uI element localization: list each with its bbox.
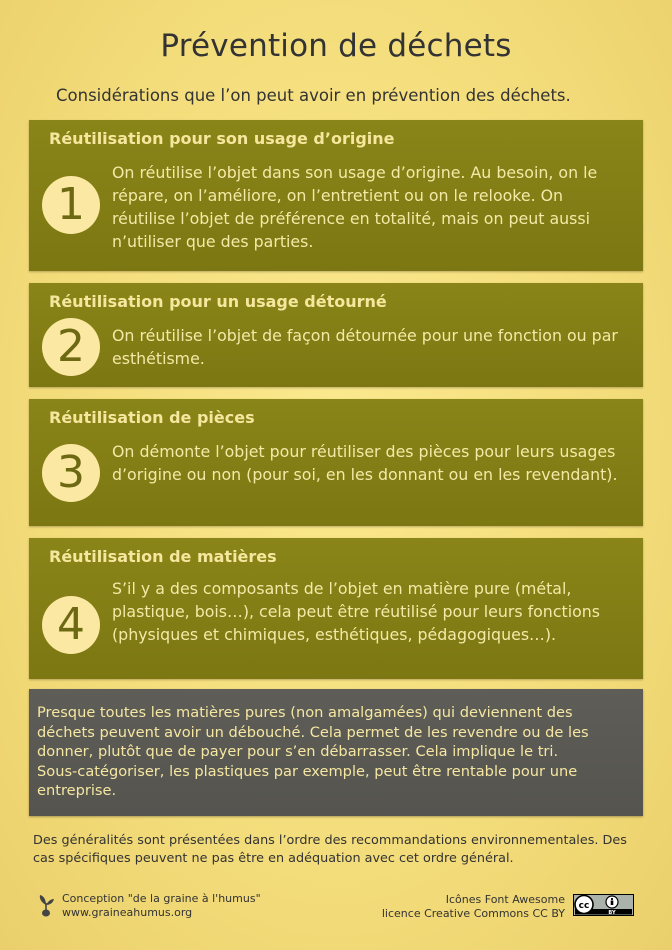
card-number-badge: 2 <box>42 318 100 376</box>
credit-conception-text: Conception "de la graine à l'humus" <box>62 892 261 905</box>
card-reuse-original <box>29 120 643 271</box>
credit-license-text: licence Creative Commons CC BY <box>381 907 565 920</box>
by-icon-label: BY <box>608 910 616 916</box>
credit-icons-text: Icônes Font Awesome <box>445 893 565 906</box>
card-number-badge: 3 <box>42 444 100 502</box>
credit-license <box>382 893 565 921</box>
card-title: Réutilisation pour son usage d’origine <box>49 129 395 148</box>
card-number-badge: 4 <box>42 596 100 654</box>
card-reuse-materials <box>29 538 643 679</box>
card-reuse-diverted <box>29 283 643 387</box>
card-text: On réutilise l’objet de façon détournée pour une fonction ou par esthétisme. <box>112 326 618 368</box>
card-reuse-parts <box>29 399 643 526</box>
note-paragraph: Presque toutes les matières pures (non amalgamées) qui deviennent des déchets peuvent avoir un débouché. Cela permet de les revendre ou de les donner, plutôt que de payer pour s’en débarrasser. Cela implique le tri. <box>37 704 589 760</box>
footer-note: Des généralités sont présentées dans l’ordre des recommandations environnementales. Des cas spécifiques peuvent ne pas être en adéquation avec cet ordre général. <box>33 833 627 866</box>
card-text: S’il y a des composants de l’objet en matière pure (métal, plastique, bois…), cela peut être réutilisé pour leurs fonctions (physiques et chimiques, esthétiques, pédagogiques…). <box>112 579 600 644</box>
card-title: Réutilisation de pièces <box>49 408 255 427</box>
card-text: On démonte l’objet pour réutiliser des pièces pour leurs usages d’origine ou non (pour soi, en les donnant ou en les revendant). <box>112 442 618 484</box>
note-paragraph: Sous-catégoriser, les plastiques par exemple, peut être rentable pour une entreprise. <box>37 762 578 799</box>
page-title: Prévention de déchets <box>160 28 512 64</box>
note-box <box>29 689 643 816</box>
seedling-icon <box>36 892 56 918</box>
note-text <box>37 703 633 801</box>
card-text: On réutilise l’objet dans son usage d’origine. Au besoin, on le répare, on l’améliore, on l’entretient ou on le relooke. On réutilise l’objet de préférence en totalité, mais on peut aussi n’utiliser que des parties. <box>112 163 598 251</box>
credit-conception <box>62 892 261 920</box>
page-subtitle: Considérations que l’on peut avoir en prévention des déchets. <box>56 86 571 105</box>
card-title: Réutilisation pour un usage détourné <box>49 292 387 311</box>
credit-website-link[interactable]: www.graineahumus.org <box>62 906 193 919</box>
cc-by-license-icon[interactable] <box>573 894 634 916</box>
card-title: Réutilisation de matières <box>49 547 277 566</box>
card-number-badge: 1 <box>42 176 100 234</box>
cc-icon-label: cc <box>578 901 590 911</box>
